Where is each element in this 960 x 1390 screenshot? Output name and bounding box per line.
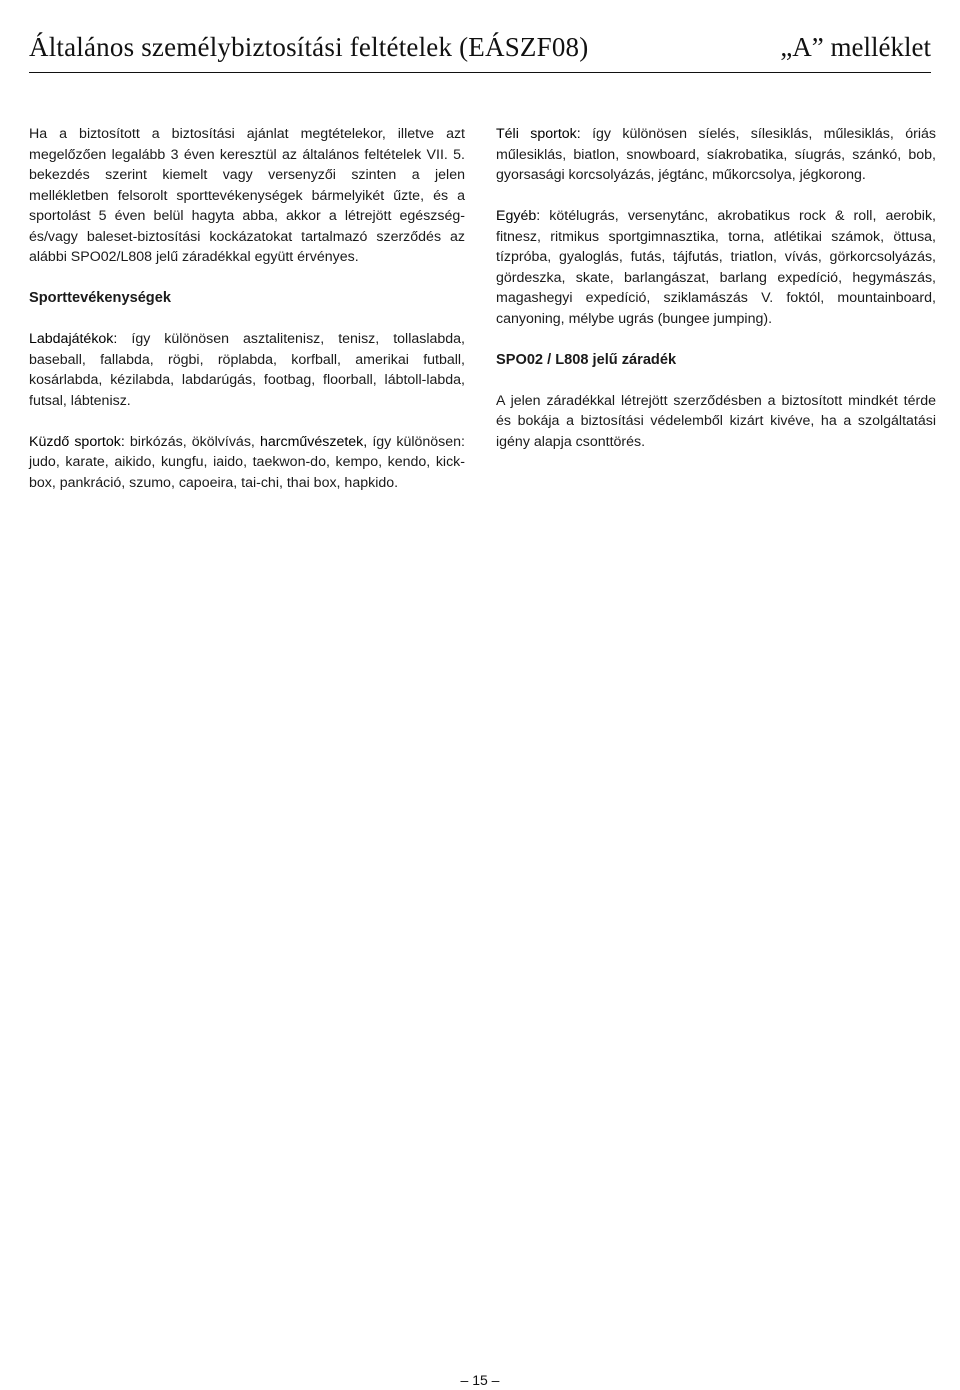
other-sports-paragraph (496, 206, 936, 329)
annex-label: „A” melléklet (780, 32, 931, 62)
ball-games-paragraph (29, 329, 465, 411)
left-column (29, 124, 465, 514)
clause-paragraph: A jelen záradékkal létrejött szerződésben a biztosított mindkét térde és bokája a biztosítási védelemből kizárt kivéve, ha a szolgáltatási igény alapja csonttörés. (496, 392, 936, 450)
winter-sports-term: Téli sportok: (496, 126, 581, 142)
winter-sports-text: így különösen síelés, sílesiklás, műlesiklás, óriás műlesiklás, biatlon, snowboard, síakrobatika, síugrás, szánkó, bob, gyorsasági korcsolyázás, jégtánc, műkorcsolya, jégkorong. (496, 126, 936, 183)
combat-sports-term: Küzdő sportok: (29, 433, 125, 450)
other-sports-text: kötélugrás, versenytánc, akrobatikus rock & roll, aerobik, fitnesz, ritmikus sportgimnasztika, torna, atlétikai számok, öttusa, tízpróba, gyaloglás, futás, tájfutás, triatlon, vívás, görkorcsolyázás, gördeszka, skate, barlangászat, barlang expedíció, hegymászás, magashegyi expedíció, sziklamászás V. foktól, mountainboard, canyoning, mélybe ugrás (bungee jumping). (496, 208, 936, 327)
right-column (496, 124, 936, 473)
ball-games-text: így különösen asztalitenisz, tenisz, tollaslabda, baseball, fallabda, rögbi, röplabda, korfball, amerikai futball, kosárlabda, kézilabda, labdarúgás, footbag, floorball, lábtoll-labda, futsal, lábtenisz. (29, 331, 465, 409)
winter-sports-paragraph (496, 124, 936, 186)
martial-arts-highlight: harcművészetek, (259, 433, 368, 450)
document-title: Általános személybiztosítási feltételek (EÁSZF08) (29, 32, 589, 62)
ball-games-term: Labdajátékok: (29, 331, 118, 347)
page-header (29, 26, 931, 73)
page-number: – 15 – (460, 1372, 500, 1388)
combat-sports-paragraph (29, 432, 465, 494)
other-sports-term: Egyéb: (496, 208, 541, 224)
combat-sports-text-1: birkózás, ökölvívás, (129, 433, 255, 450)
combat-sports-text-2: így különösen: judo, karate, aikido, kungfu, iaido, taekwon-do, kempo, kendo, kick-box, pankráció, szumo, capoeira, tai-chi, thai box, hapkido. (29, 433, 465, 491)
intro-paragraph: Ha a biztosított a biztosítási ajánlat megtételekor, illetve azt megelőzően legalább 3 éven keresztül az általános feltételek VII. 5. bekezdés szerint kiemelt vagy versenyzői szinten a jelen mellékletben felsorolt sporttevékenységek bármelyikét űzte, és a sportolást 5 éven belül hagyta abba, akkor a létrejött egészség- és/vagy baleset-biztosítási kockázatokat tartalmazó szerződés az alábbi SPO02/L808 jelű záradékkal együtt érvényes. (29, 126, 465, 265)
section-heading-sports: Sporttevékenységek (29, 290, 171, 306)
clause-heading: SPO02 / L808 jelű záradék (496, 351, 677, 368)
